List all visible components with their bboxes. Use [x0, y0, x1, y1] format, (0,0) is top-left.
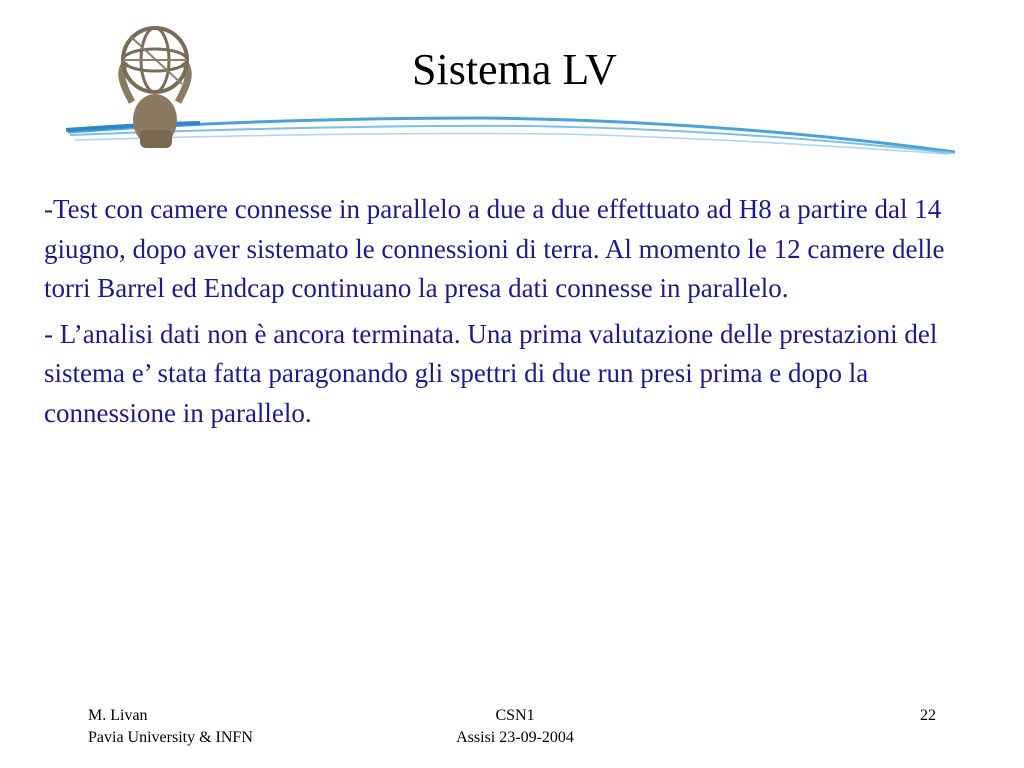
- slide-body: [44, 190, 994, 439]
- footer-page-number: [880, 705, 936, 727]
- page-number: 22: [920, 707, 936, 724]
- footer-event-name: CSN1: [495, 707, 535, 724]
- footer-event-date: Assisi 23-09-2004: [456, 729, 574, 746]
- slide-title: Sistema LV: [412, 45, 617, 94]
- footer-author: [88, 705, 253, 749]
- footer-author-name: M. Livan: [88, 707, 148, 724]
- footer-event: [440, 705, 590, 749]
- paragraph-analysis: - L’analisi dati non è ancora terminata. Una prima valutazione delle prestazioni del sistema e’ stata fatta paragonando gli spettri di due run presi prima e dopo la connessione in parallelo.: [44, 318, 938, 428]
- footer-author-affiliation: Pavia University & INFN: [88, 729, 253, 746]
- paragraph-test: -Test con camere connesse in parallelo a due a due effettuato ad H8 a partire dal 14 giugno, dopo aver sistemato le connessioni di terra. Al momento le 12 camere delle torri Barrel ed Endcap continuano la presa dati connesse in parallelo.: [44, 194, 945, 303]
